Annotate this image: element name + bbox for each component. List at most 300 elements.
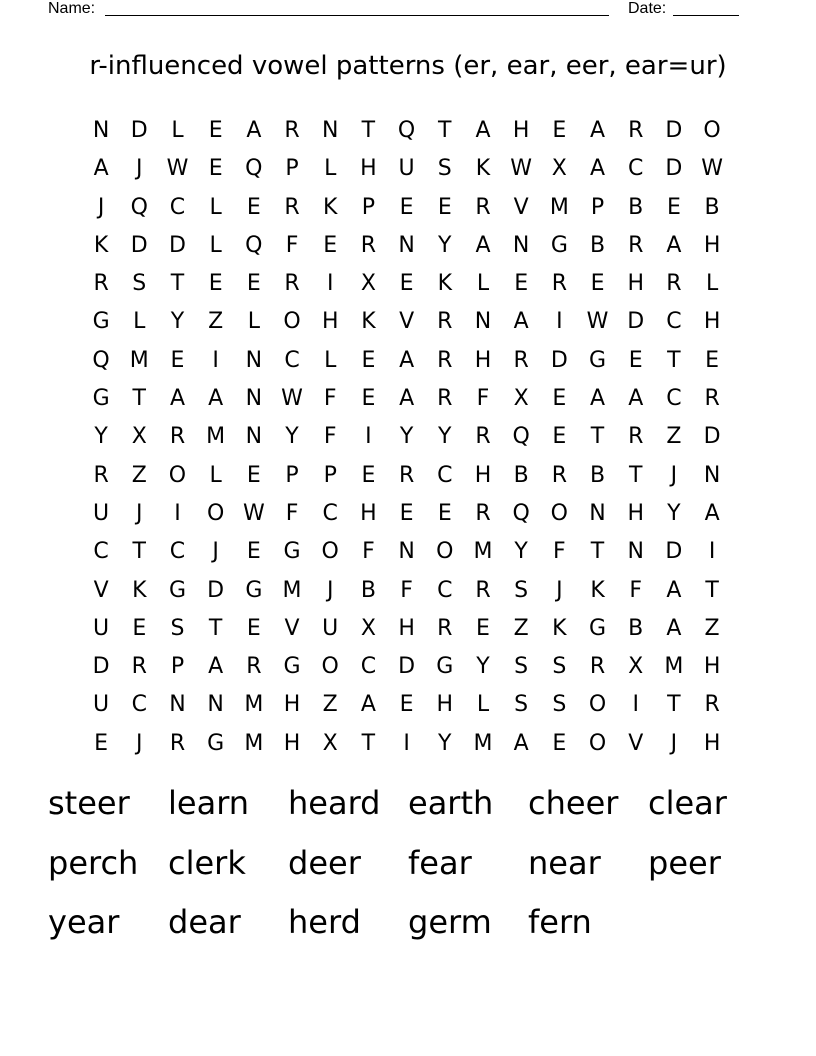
grid-letter: E — [208, 118, 223, 143]
grid-letter: E — [476, 615, 490, 641]
word-bank-item: herd — [288, 903, 361, 941]
grid-letter: R — [628, 232, 644, 258]
grid-letter: W — [242, 500, 265, 526]
grid-letter: C — [666, 386, 682, 412]
grid-letter: R — [284, 118, 300, 143]
grid-letter: U — [93, 615, 110, 641]
grid-letter: O — [168, 462, 187, 488]
grid-letter: K — [552, 615, 567, 641]
grid-letter: X — [551, 156, 567, 182]
grid-letter: Q — [92, 347, 110, 373]
grid-letter: R — [704, 386, 720, 412]
grid-letter: S — [132, 271, 147, 297]
grid-letter: A — [93, 156, 109, 182]
grid-letter: L — [705, 271, 719, 297]
grid-letter: H — [627, 500, 644, 526]
grid-letter: R — [589, 654, 606, 680]
grid-letter: G — [550, 232, 568, 258]
grid-letter: J — [136, 730, 143, 756]
grid-letter: G — [436, 654, 454, 680]
grid-letter: A — [475, 232, 491, 258]
grid-letter: D — [665, 118, 683, 143]
word-bank-item: germ — [408, 903, 492, 941]
grid-letter: U — [322, 615, 339, 641]
grid-letter: L — [209, 462, 222, 488]
grid-letter: I — [403, 730, 410, 756]
grid-letter: E — [628, 347, 643, 373]
grid-letter: Z — [131, 462, 147, 488]
grid-letter: U — [93, 692, 110, 718]
grid-letter: E — [437, 500, 452, 526]
grid-letter: G — [283, 654, 301, 680]
grid-letter: E — [552, 386, 567, 412]
grid-letter: E — [208, 271, 223, 297]
grid-letter: A — [666, 232, 682, 258]
grid-letter: E — [246, 539, 261, 565]
grid-letter: F — [553, 539, 566, 565]
grid-letter: E — [361, 347, 376, 373]
grid-letter: L — [209, 194, 222, 220]
grid-letter: R — [284, 271, 300, 297]
grid-letter: H — [627, 271, 644, 297]
grid-letter: N — [245, 347, 263, 373]
grid-letter: O — [550, 500, 568, 526]
grid-letter: E — [552, 118, 567, 143]
grid-letter: P — [361, 194, 376, 220]
grid-letter: M — [129, 347, 149, 373]
grid-letter: R — [437, 309, 453, 335]
grid-letter: I — [365, 424, 372, 450]
grid-letter: E — [590, 271, 605, 297]
grid-letter: H — [398, 615, 415, 641]
grid-letter: R — [704, 692, 720, 718]
grid-letter: R — [360, 232, 377, 258]
grid-letter: H — [474, 462, 492, 488]
grid-letter: X — [360, 615, 376, 641]
grid-letter: F — [285, 232, 299, 258]
grid-letter: D — [130, 232, 148, 258]
grid-letter: F — [285, 500, 299, 526]
grid-letter: V — [93, 577, 109, 603]
grid-letter: S — [437, 156, 452, 182]
word-bank-item: year — [48, 903, 120, 941]
grid-letter: N — [245, 386, 263, 412]
grid-letter: L — [171, 118, 184, 143]
grid-letter: R — [437, 615, 453, 641]
grid-letter: C — [169, 539, 186, 565]
grid-letter: H — [703, 654, 721, 680]
grid-letter: Y — [285, 424, 299, 450]
word-bank-item: learn — [168, 784, 250, 822]
grid-letter: H — [703, 232, 721, 258]
grid-letter: M — [206, 424, 226, 450]
grid-letter: U — [93, 500, 110, 526]
grid-letter: R — [437, 386, 453, 412]
grid-letter: N — [207, 692, 224, 718]
word-bank-item: perch — [48, 843, 139, 882]
grid-letter: R — [169, 730, 186, 756]
grid-letter: G — [168, 577, 186, 603]
grid-letter: E — [705, 347, 720, 373]
grid-letter: A — [628, 386, 644, 412]
grid-letter: R — [169, 424, 186, 450]
grid-letter: N — [245, 424, 263, 450]
grid-letter: E — [361, 386, 376, 412]
grid-letter: N — [398, 539, 415, 565]
grid-letter: S — [514, 577, 529, 603]
grid-letter: R — [398, 462, 415, 488]
grid-letter: A — [208, 654, 224, 680]
grid-letter: G — [92, 386, 110, 412]
grid-letter: M — [473, 539, 493, 565]
grid-letter: Q — [245, 156, 263, 182]
grid-letter: K — [361, 309, 376, 335]
grid-letter: D — [665, 539, 683, 565]
grid-letter: A — [208, 386, 224, 412]
grid-letter: R — [551, 271, 567, 297]
grid-letter: B — [704, 194, 720, 220]
grid-letter: Q — [512, 424, 530, 450]
grid-letter: F — [400, 577, 413, 603]
grid-letter: J — [670, 730, 678, 756]
grid-letter: Q — [512, 500, 530, 526]
grid-letter: L — [324, 156, 337, 182]
grid-letter: R — [284, 194, 300, 220]
grid-letter: C — [322, 500, 338, 526]
grid-letter: A — [666, 615, 682, 641]
grid-letter: I — [212, 347, 219, 373]
grid-letter: O — [703, 118, 721, 143]
grid-letter: L — [476, 692, 490, 718]
word-bank-item: peer — [648, 843, 721, 882]
grid-letter: G — [283, 539, 301, 565]
grid-letter: A — [590, 386, 606, 412]
grid-letter: H — [474, 347, 492, 373]
grid-letter: N — [92, 118, 110, 143]
grid-letter: A — [590, 156, 606, 182]
grid-letter: I — [326, 271, 334, 297]
grid-letter: X — [322, 730, 338, 756]
grid-letter: C — [437, 577, 453, 603]
grid-letter: J — [556, 577, 563, 603]
letter-grid — [82, 112, 731, 763]
grid-letter: D — [703, 424, 721, 450]
grid-letter: H — [703, 309, 721, 335]
grid-letter: X — [360, 271, 376, 297]
grid-letter: O — [206, 500, 225, 526]
grid-letter: K — [475, 156, 491, 182]
grid-letter: J — [670, 462, 678, 488]
grid-letter: C — [666, 309, 682, 335]
grid-letter: A — [475, 118, 491, 143]
grid-letter: O — [588, 730, 607, 756]
grid-letter: T — [208, 615, 223, 641]
grid-letter: I — [632, 692, 639, 718]
grid-letter: M — [473, 730, 493, 756]
grid-letter: A — [590, 118, 606, 143]
grid-letter: E — [246, 271, 261, 297]
word-bank-item: deer — [288, 843, 361, 882]
grid-letter: B — [513, 462, 529, 488]
page-title: r-influenced vowel patterns (er, ear, eer, ear=ur) — [89, 51, 727, 81]
grid-letter: B — [589, 232, 606, 258]
grid-letter: F — [476, 386, 490, 412]
name-blank-line — [105, 15, 609, 16]
grid-letter: N — [321, 118, 339, 143]
grid-letter: J — [212, 539, 219, 565]
grid-letter: D — [130, 118, 148, 143]
grid-letter: C — [93, 539, 109, 565]
grid-letter: R — [628, 424, 644, 450]
grid-letter: I — [556, 309, 563, 335]
word-bank-item: clerk — [168, 843, 246, 882]
grid-letter: G — [92, 309, 110, 335]
grid-letter: M — [282, 577, 302, 603]
grid-letter: A — [399, 386, 415, 412]
grid-letter: E — [246, 462, 261, 488]
grid-letter: W — [510, 156, 533, 182]
grid-letter: C — [169, 194, 186, 220]
grid-letter: F — [362, 539, 375, 565]
grid-letter: R — [475, 424, 491, 450]
grid-letter: E — [361, 462, 376, 488]
grid-letter: T — [590, 539, 605, 565]
grid-letter: C — [284, 347, 300, 373]
grid-letter: E — [399, 194, 414, 220]
grid-letter: R — [93, 462, 109, 488]
grid-letter: R — [246, 654, 262, 680]
grid-letter: E — [514, 271, 529, 297]
name-label: Name: — [48, 0, 96, 17]
grid-letter: R — [93, 271, 109, 297]
grid-letter: M — [244, 730, 264, 756]
grid-letter: N — [703, 462, 721, 488]
grid-letter: Z — [208, 309, 224, 335]
grid-letter: E — [246, 194, 261, 220]
grid-letter: E — [323, 232, 338, 258]
grid-letter: T — [361, 730, 376, 756]
word-bank — [48, 776, 768, 955]
grid-letter: J — [136, 156, 143, 182]
word-bank-item: clear — [648, 784, 727, 822]
grid-letter: S — [514, 692, 529, 718]
grid-letter: Y — [170, 309, 185, 335]
grid-letter: W — [586, 309, 609, 335]
grid-letter: W — [166, 156, 189, 182]
grid-letter: N — [398, 232, 415, 258]
grid-letter: T — [667, 692, 681, 718]
grid-letter: P — [285, 156, 299, 182]
grid-letter: Z — [322, 692, 338, 718]
grid-letter: T — [132, 386, 146, 412]
grid-letter: A — [704, 500, 720, 526]
grid-letter: Y — [438, 730, 452, 756]
grid-letter: M — [549, 194, 569, 220]
grid-letter: E — [208, 156, 223, 182]
grid-letter: J — [326, 577, 334, 603]
grid-letter: H — [360, 500, 377, 526]
grid-letter: C — [437, 462, 453, 488]
grid-letter: N — [474, 309, 492, 335]
grid-letter: P — [170, 654, 185, 680]
grid-letter: J — [97, 194, 105, 220]
grid-letter: Q — [397, 118, 416, 143]
grid-letter: Q — [130, 194, 148, 220]
grid-letter: A — [513, 730, 529, 756]
word-bank-item: steer — [48, 784, 130, 822]
grid-letter: V — [399, 309, 415, 335]
word-bank-item: near — [528, 843, 601, 882]
grid-letter: Y — [667, 500, 681, 526]
grid-letter: B — [628, 194, 644, 220]
grid-letter: N — [169, 692, 186, 718]
grid-letter: R — [437, 347, 453, 373]
grid-letter: S — [552, 692, 567, 718]
grid-letter: R — [551, 462, 567, 488]
grid-letter: N — [589, 500, 606, 526]
grid-letter: T — [132, 539, 146, 565]
word-bank-item: earth — [408, 784, 494, 822]
grid-letter: G — [245, 577, 263, 603]
grid-letter: E — [170, 347, 185, 373]
grid-letter: H — [360, 156, 377, 182]
grid-letter: P — [285, 462, 299, 488]
grid-letter: N — [512, 232, 530, 258]
grid-letter: L — [209, 232, 222, 258]
grid-letter: K — [323, 194, 338, 220]
grid-letter: X — [513, 386, 529, 412]
grid-letter: V — [284, 615, 300, 641]
word-bank-item: fern — [528, 903, 592, 941]
grid-letter: A — [169, 386, 185, 412]
grid-letter: R — [475, 194, 491, 220]
grid-letter: T — [705, 577, 719, 603]
grid-letter: D — [207, 577, 225, 603]
grid-letter: Y — [399, 424, 414, 450]
grid-letter: A — [513, 309, 529, 335]
grid-letter: B — [628, 615, 644, 641]
grid-letter: D — [665, 156, 683, 182]
grid-letter: Q — [245, 232, 263, 258]
grid-letter: J — [136, 500, 143, 526]
grid-letter: R — [131, 654, 147, 680]
grid-letter: H — [283, 730, 301, 756]
grid-letter: A — [360, 692, 376, 718]
grid-letter: A — [399, 347, 415, 373]
grid-letter: E — [132, 615, 147, 641]
grid-letter: V — [628, 730, 644, 756]
grid-letter: M — [664, 654, 684, 680]
grid-letter: Y — [438, 232, 452, 258]
grid-letter: F — [323, 386, 337, 412]
grid-letter: B — [360, 577, 376, 603]
grid-letter: C — [360, 654, 377, 680]
grid-letter: X — [628, 654, 644, 680]
grid-letter: N — [627, 539, 644, 565]
grid-letter: R — [475, 577, 491, 603]
grid-letter: H — [321, 309, 339, 335]
word-bank-item: cheer — [528, 784, 619, 822]
grid-letter: D — [627, 309, 645, 335]
grid-letter: Z — [513, 615, 529, 641]
grid-letter: H — [703, 730, 721, 756]
grid-letter: D — [398, 654, 416, 680]
grid-letter: K — [93, 232, 109, 258]
grid-letter: X — [131, 424, 147, 450]
grid-letter: D — [92, 654, 110, 680]
grid-letter: O — [588, 692, 607, 718]
grid-letter: P — [590, 194, 605, 220]
grid-letter: E — [666, 194, 681, 220]
grid-letter: F — [323, 424, 337, 450]
worksheet-header — [48, 0, 748, 20]
grid-letter: Y — [514, 539, 528, 565]
grid-letter: T — [628, 462, 643, 488]
grid-letter: T — [590, 424, 605, 450]
grid-letter: E — [437, 194, 452, 220]
grid-letter: H — [512, 118, 530, 143]
grid-letter: G — [589, 347, 607, 373]
grid-letter: Z — [666, 424, 682, 450]
grid-letter: S — [170, 615, 185, 641]
grid-letter: D — [550, 347, 568, 373]
grid-letter: Y — [438, 424, 452, 450]
grid-letter: S — [514, 654, 529, 680]
word-bank-item: dear — [168, 903, 241, 941]
grid-letter: E — [552, 730, 567, 756]
grid-letter: V — [513, 194, 529, 220]
grid-letter: L — [324, 347, 337, 373]
grid-letter: E — [399, 271, 414, 297]
grid-letter: R — [628, 118, 644, 143]
grid-letter: O — [436, 539, 454, 565]
grid-letter: Y — [94, 424, 108, 450]
grid-letter: H — [283, 692, 301, 718]
word-bank-item: fear — [408, 843, 472, 882]
grid-letter: R — [475, 500, 491, 526]
grid-letter: T — [361, 118, 376, 143]
grid-letter: H — [436, 692, 454, 718]
grid-letter: G — [589, 615, 607, 641]
grid-letter: L — [476, 271, 490, 297]
grid-letter: T — [438, 118, 452, 143]
grid-letter: D — [168, 232, 186, 258]
grid-letter: L — [133, 309, 146, 335]
grid-letter: E — [246, 615, 261, 641]
grid-letter: K — [132, 577, 147, 603]
grid-letter: S — [552, 654, 567, 680]
grid-letter: A — [246, 118, 262, 143]
grid-letter: P — [323, 462, 337, 488]
grid-letter: M — [244, 692, 264, 718]
grid-letter: K — [590, 577, 605, 603]
grid-letter: O — [321, 539, 339, 565]
grid-letter: Z — [704, 615, 720, 641]
grid-letter: O — [283, 309, 301, 335]
grid-letter: E — [552, 424, 567, 450]
grid-letter: R — [513, 347, 529, 373]
grid-letter: I — [174, 500, 181, 526]
date-blank-line — [673, 15, 739, 16]
grid-letter: E — [399, 692, 414, 718]
word-bank-item: heard — [288, 784, 381, 822]
grid-letter: A — [666, 577, 682, 603]
grid-letter: C — [628, 156, 644, 182]
grid-letter: W — [281, 386, 303, 412]
grid-letter: U — [398, 156, 415, 182]
grid-letter: T — [170, 271, 185, 297]
grid-letter: F — [629, 577, 643, 603]
